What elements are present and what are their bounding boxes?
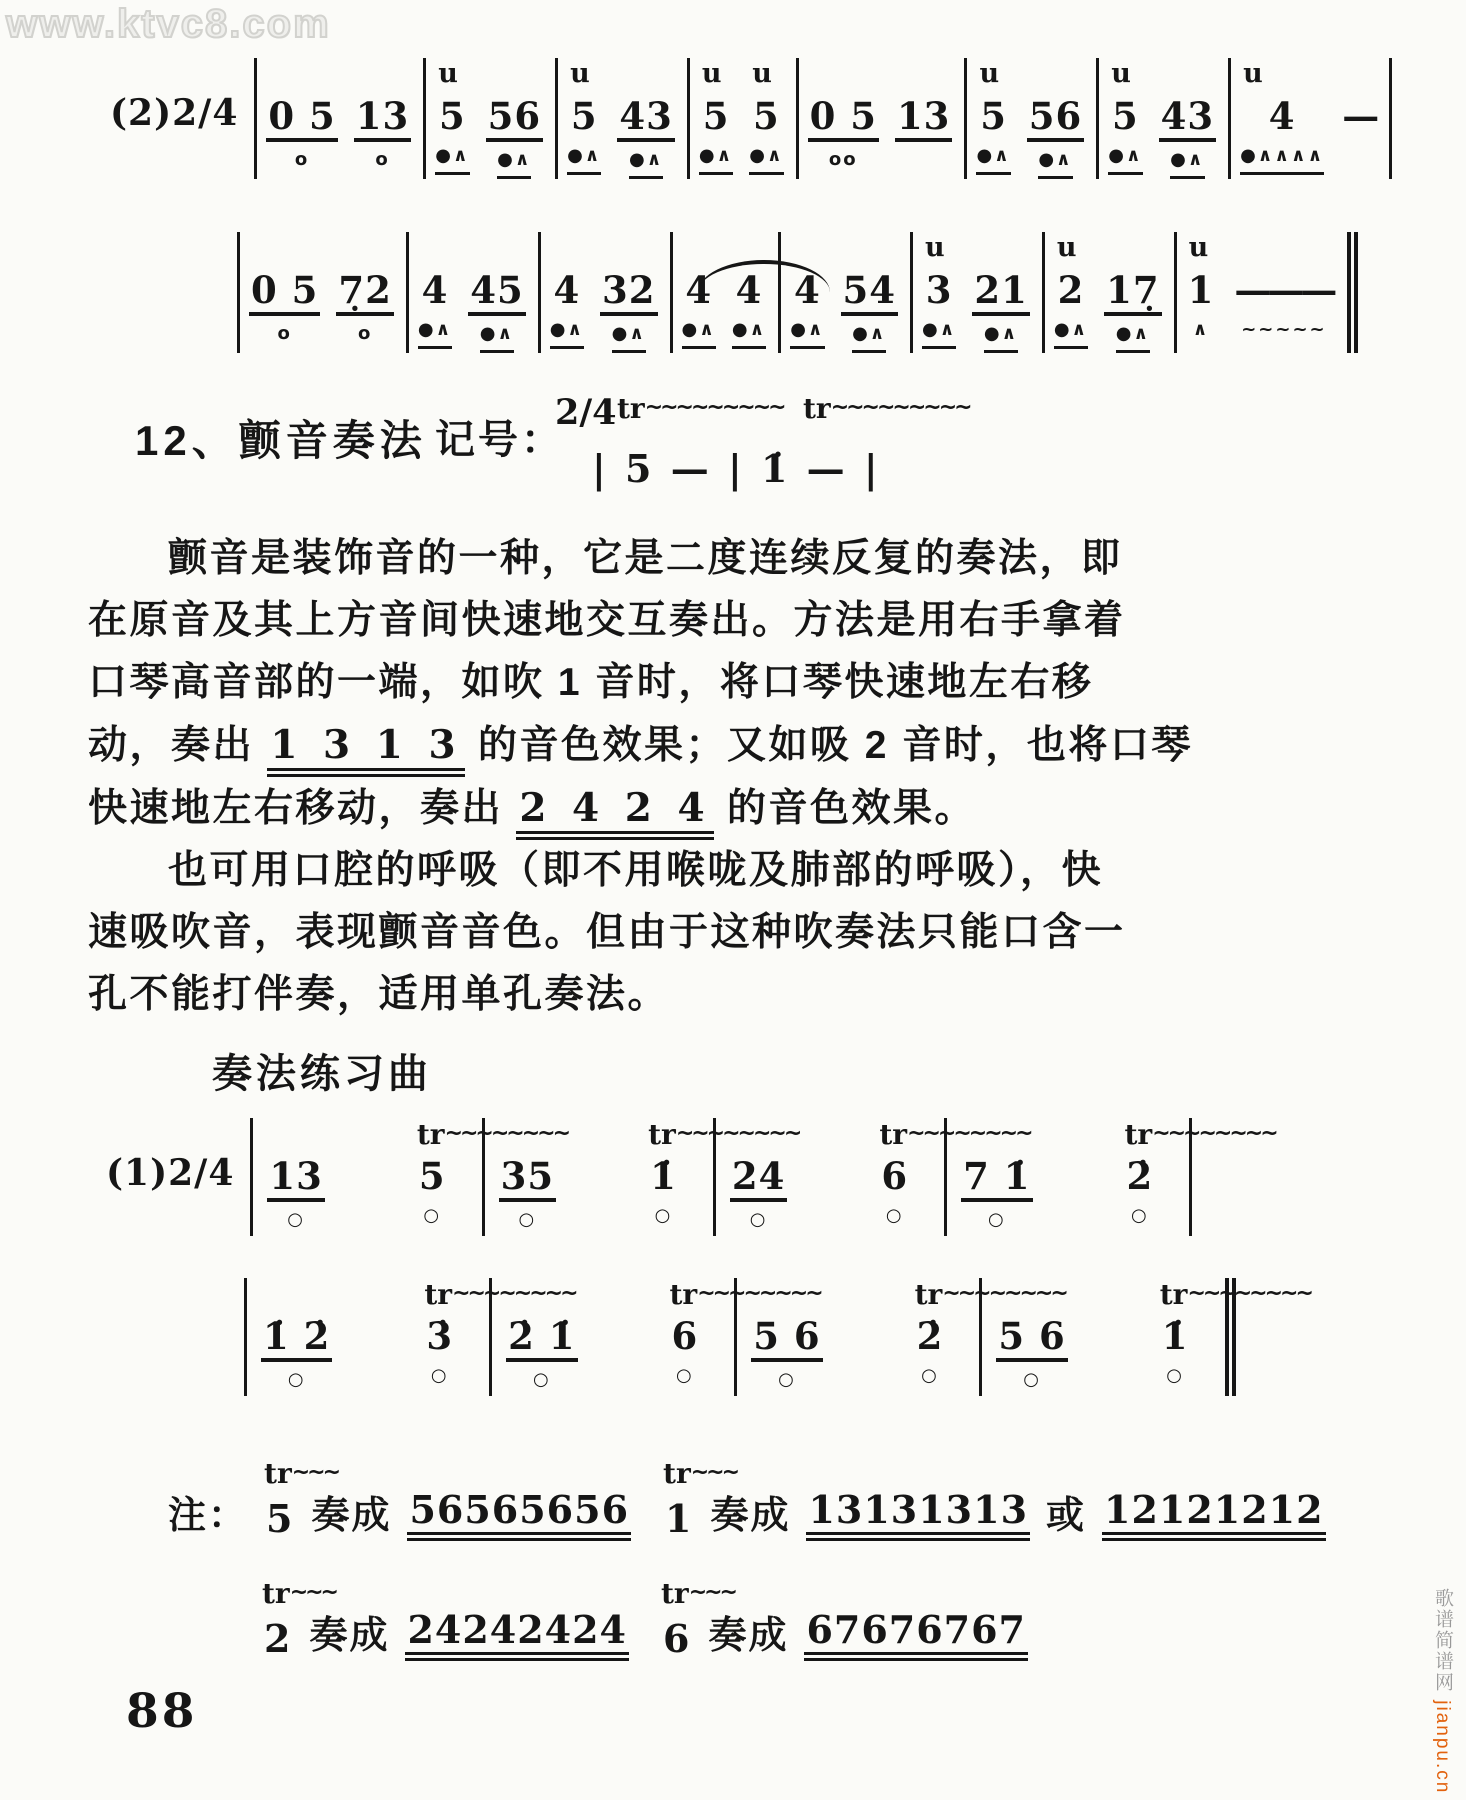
underlined-notes: 1 3 1 3 <box>267 722 464 777</box>
note-number: 4 <box>1268 94 1296 138</box>
note-number: 7̣2 <box>336 268 394 316</box>
text-run: 孔不能打伴奏，适用单孔奏法。 <box>88 973 670 1016</box>
articulation-marks: ○ <box>430 1365 449 1386</box>
note-group <box>976 58 1010 179</box>
articulation-marks: ●∧∧∧∧ <box>1240 144 1324 175</box>
wave-line: ~~~~~~~~ <box>942 1281 1066 1306</box>
measure <box>538 232 670 353</box>
note-number: 67676767 <box>804 1608 1028 1661</box>
note-group <box>264 1457 339 1541</box>
articulation-marks: ●∧ <box>852 322 886 353</box>
note-group <box>1340 58 1377 179</box>
articulation-marks: ●∧ <box>749 144 783 175</box>
note-group <box>1159 58 1217 179</box>
note-group <box>249 232 320 353</box>
note-number: 45 <box>468 268 526 316</box>
note-number: 1̇ <box>1161 1314 1189 1358</box>
note-number: 5 <box>439 94 466 138</box>
text-run: 也可用口腔的呼吸（即不用喉咙及肺部的呼吸），快 <box>168 849 1104 892</box>
measure <box>1228 58 1389 179</box>
articulation-marks: ○ <box>987 1209 1006 1230</box>
notation-system-2-line-1 <box>110 58 1392 179</box>
ornament-tr: tr <box>879 1118 908 1151</box>
note-number: 2 <box>264 1616 292 1661</box>
wave-line: ~~~~~~~~~ <box>644 395 784 420</box>
articulation-marks: ●∧ <box>984 322 1018 353</box>
wave-line: ~~~~~~~~ <box>444 1121 569 1146</box>
note-group <box>922 232 956 353</box>
page-number: 88 <box>126 1684 198 1739</box>
ornament-tr: tr <box>262 1577 290 1610</box>
text-run: 的音色效果。 <box>713 787 976 830</box>
note-annotation: u <box>925 232 945 263</box>
note-number: 4 <box>553 268 581 312</box>
note-annotation: u <box>1056 232 1077 263</box>
articulation-marks: ○ <box>921 1365 939 1386</box>
ornament-tr: tr <box>416 1118 445 1151</box>
notation-line <box>254 58 1392 179</box>
note-group <box>1102 1448 1326 1541</box>
note-annotation: u <box>1243 58 1263 89</box>
exercise-1-line-2 <box>244 1278 1311 1396</box>
measure <box>1096 58 1228 179</box>
text-run: 动，奏出 <box>88 724 268 767</box>
score-label: (2)2/4 <box>110 92 239 134</box>
note-group <box>1104 232 1162 353</box>
note-group <box>261 1278 332 1396</box>
note-number: 21 <box>972 268 1030 316</box>
note-group <box>732 232 766 353</box>
note-annotation: u <box>1111 58 1131 89</box>
note-group <box>468 232 526 353</box>
articulation-marks: ○ <box>1023 1369 1041 1390</box>
note-group <box>336 232 394 353</box>
note-group <box>806 1448 1030 1541</box>
articulation-marks: ●∧ <box>1038 148 1072 179</box>
section-title: 12、颤音奏法 <box>135 417 427 464</box>
text-run: 速吸吹音，表现颤音音色。但由于这种吹奏法只能口含一 <box>88 911 1126 954</box>
note-number: — <box>1342 94 1376 138</box>
note-number: 56 <box>486 94 544 142</box>
note-number: 6 <box>881 1154 909 1198</box>
note-group <box>972 232 1030 353</box>
notation-line <box>250 1118 1276 1236</box>
ornament-tr: tr <box>1159 1278 1188 1311</box>
note-number: 24242424 <box>405 1608 629 1661</box>
paragraph-line <box>88 590 1128 652</box>
measure <box>237 232 406 353</box>
text-run: 颤音是装饰音的一种，它是二度连续反复的奏法，即 <box>168 537 1123 580</box>
articulation-marks: ●∧ <box>922 318 956 349</box>
articulation-marks: o <box>294 149 310 170</box>
articulation-marks: o <box>375 149 390 170</box>
footnote-row <box>246 1568 1044 1661</box>
note-text: 奏成 <box>710 1495 791 1537</box>
articulation-marks: ●∧ <box>435 144 469 175</box>
note-group <box>1054 232 1088 353</box>
note-group <box>1186 232 1217 353</box>
watermark-jianpu <box>1429 1588 1456 1794</box>
note-number: 1 <box>665 1496 693 1541</box>
articulation-marks: ∧ <box>1192 319 1210 340</box>
note-group <box>407 1448 631 1541</box>
articulation-marks: oo <box>828 149 858 170</box>
articulation-marks: ○ <box>532 1369 551 1390</box>
articulation-marks: ●∧ <box>629 148 663 179</box>
notation-system-2-line-2 <box>237 232 1358 353</box>
note-group <box>751 1278 822 1396</box>
articulation-marks: ○ <box>287 1369 306 1390</box>
note-number: 0 5 <box>266 94 337 142</box>
note-annotation <box>1125 1118 1276 1154</box>
note-number: 4 <box>685 268 713 312</box>
ornament-tr <box>803 392 970 425</box>
articulation-marks: o <box>357 323 373 344</box>
note-number: 56 <box>1027 94 1085 142</box>
measure <box>944 1118 1276 1236</box>
articulation-marks: ○ <box>654 1205 673 1226</box>
note-annotation <box>262 1577 336 1613</box>
note-number: 0 5 <box>808 94 879 142</box>
meter-signature: 2/4 <box>555 392 617 433</box>
note-number: 1̇ <box>650 1154 677 1198</box>
note-number: 5 6 <box>751 1314 822 1362</box>
note-number: 4 <box>421 268 449 312</box>
articulation-marks: ●∧ <box>682 318 716 349</box>
note-annotation <box>264 1457 338 1493</box>
measure <box>964 58 1096 179</box>
ornament-tr: tr <box>661 1577 689 1610</box>
note-number: 5 <box>418 1154 446 1198</box>
notation-line <box>237 232 1358 353</box>
articulation-marks: ●∧ <box>976 144 1010 175</box>
articulation-marks: ●∧ <box>1054 318 1088 349</box>
measure <box>687 58 796 179</box>
note-group <box>405 1568 629 1661</box>
wave-line: ~~~~~~~~~ <box>830 395 970 420</box>
articulation-marks: ○ <box>518 1209 537 1230</box>
note-group <box>730 1118 788 1236</box>
note-group <box>1124 1118 1276 1236</box>
paragraph-line <box>88 652 1128 714</box>
note-number: 35 <box>499 1154 557 1202</box>
note-number: 0 5 <box>249 268 320 316</box>
wave-line: ~~~~~~~~ <box>1187 1281 1311 1306</box>
wave-line: ~~~~~~~~ <box>452 1281 576 1306</box>
note-number: 5 <box>570 94 598 138</box>
note-group <box>895 58 953 179</box>
note-group <box>567 58 601 179</box>
note-group <box>550 232 584 353</box>
note-number: 43 <box>1159 94 1217 142</box>
trill-example: | 5 — | 1̇ — | <box>592 446 881 491</box>
articulation-marks: ~~~~~ <box>1241 319 1327 340</box>
note-group <box>663 1457 738 1541</box>
note-group <box>418 232 452 353</box>
footnote-row <box>168 1448 1342 1541</box>
body-text <box>88 528 1193 1026</box>
articulation-marks: ●∧ <box>1170 148 1204 179</box>
wave-line: ~~~ <box>289 1580 336 1605</box>
paragraph-line <box>88 964 1128 1026</box>
note-number: ——— <box>1234 268 1334 312</box>
note-group <box>749 58 783 179</box>
articulation-marks: ○ <box>749 1209 768 1230</box>
ornament-tr: tr <box>424 1278 453 1311</box>
measure <box>979 1278 1311 1396</box>
note-number: 43 <box>617 94 675 142</box>
note-text: 或 <box>1046 1495 1087 1537</box>
note-annotation <box>663 1457 737 1493</box>
note-group <box>354 58 412 179</box>
paragraph-line <box>88 777 1128 840</box>
measure <box>778 232 910 353</box>
note-number: 5 6 <box>996 1314 1067 1362</box>
note-number: 2 <box>1057 268 1085 312</box>
note-group <box>699 58 733 179</box>
note-number: 13131313 <box>806 1488 1030 1541</box>
note-annotation: u <box>701 58 722 89</box>
note-annotation <box>1160 1278 1311 1314</box>
note-number: 3 <box>925 268 953 312</box>
articulation-marks: ○ <box>1131 1205 1149 1226</box>
note-annotation: u <box>570 58 590 89</box>
articulation-marks: ●∧ <box>418 318 452 349</box>
note-number: 5 <box>1112 94 1139 138</box>
note-number: 1 <box>1187 268 1215 312</box>
wave-line: ~~~~~~~~ <box>907 1121 1031 1146</box>
tr-text: tr <box>617 392 645 425</box>
note-group <box>804 1568 1028 1661</box>
note-annotation: u <box>752 58 772 89</box>
note-number: 5 <box>980 94 1007 138</box>
note-group <box>1232 232 1335 353</box>
paragraph-line <box>88 714 1193 777</box>
note-text: 奏成 <box>311 1495 392 1537</box>
text-run: 的音色效果；又如吸 2 音时，也将口琴 <box>464 724 1193 767</box>
note-group <box>996 1278 1067 1396</box>
note-group <box>600 232 658 353</box>
note-annotation: u <box>1188 232 1209 263</box>
articulation-marks: ●∧ <box>567 144 601 175</box>
measure <box>670 232 779 353</box>
note-number: 24 <box>730 1154 788 1202</box>
text-run: 口琴高音部的一端，如吹 1 音时，将口琴快速地左右移 <box>88 661 1094 704</box>
measure <box>555 58 687 179</box>
note-group <box>266 58 337 179</box>
note-group <box>661 1577 735 1661</box>
articulation-marks: ○ <box>778 1369 796 1390</box>
note-group <box>499 1118 557 1236</box>
paragraph-line <box>88 902 1128 964</box>
note-number: 17̣ <box>1104 268 1162 316</box>
note-group <box>790 232 824 353</box>
articulation-marks: ●∧ <box>732 318 766 349</box>
note-annotation: u <box>438 58 458 89</box>
note-number: 54 <box>841 268 899 316</box>
wave-line: ~~~ <box>291 1460 339 1485</box>
note-group <box>1159 1278 1311 1396</box>
note-group <box>267 1118 325 1236</box>
articulation-marks: ●∧ <box>790 318 824 349</box>
measure <box>910 232 1042 353</box>
articulation-marks: ○ <box>676 1365 694 1386</box>
mark-label: 记号： <box>435 418 564 462</box>
watermark-site-url: jianpu.cn <box>1432 1699 1453 1794</box>
wave-line: ~~~ <box>690 1460 738 1485</box>
note-number: 5 <box>753 94 780 138</box>
exercise-1-line-1 <box>106 1118 1276 1236</box>
articulation-marks: ●∧ <box>550 318 584 349</box>
measure <box>423 58 555 179</box>
note-number: 32 <box>600 268 658 316</box>
note-number: 13 <box>895 94 953 142</box>
note-number: 1̇ 2̇ <box>261 1314 332 1362</box>
wave-line: ~~~ <box>688 1580 735 1605</box>
watermark-site-name: 歌谱简谱网 <box>1432 1587 1453 1693</box>
note-number: 6 <box>663 1616 691 1661</box>
note-number: 13 <box>267 1154 325 1202</box>
tr-text: tr <box>803 392 831 425</box>
note-number: 13 <box>354 94 412 142</box>
note-text: 注： <box>168 1495 249 1537</box>
note-number: 3̇ <box>426 1314 454 1358</box>
ornament-tr: tr <box>914 1278 943 1311</box>
note-group <box>506 1278 577 1396</box>
text-run: 在原音及其上方音间快速地交互奏出。方法是用右手拿着 <box>88 599 1126 642</box>
paragraph-line <box>88 840 1128 902</box>
articulation-marks: ●∧ <box>612 322 646 353</box>
note-number: 4 <box>735 268 763 312</box>
articulation-marks: ●∧ <box>480 322 514 353</box>
note-number: 2̇ 1̇ <box>506 1314 577 1362</box>
note-group <box>841 232 899 353</box>
note-number: 2̇ <box>1126 1154 1154 1198</box>
note-group <box>617 58 675 179</box>
note-group <box>1108 58 1142 179</box>
measure <box>1042 232 1174 353</box>
note-number: 4 <box>793 268 821 312</box>
note-number: 2̇ <box>916 1314 944 1358</box>
wave-line: ~~~~~~~~ <box>675 1121 800 1146</box>
articulation-marks: ○ <box>287 1209 305 1230</box>
score-label: (1)2/4 <box>106 1152 235 1194</box>
ornament-tr: tr <box>264 1457 292 1490</box>
note-number: 5 <box>266 1496 294 1541</box>
note-number: 6 <box>671 1314 699 1358</box>
watermark-ktvc8: www.ktvc8.com <box>6 2 331 46</box>
note-group <box>435 58 469 179</box>
note-annotation: u <box>979 58 1000 89</box>
articulation-marks: ●∧ <box>497 148 531 179</box>
measure <box>1174 232 1348 353</box>
articulation-marks: ●∧ <box>699 144 733 175</box>
ornament-tr: tr <box>1124 1118 1153 1151</box>
note-text: 奏成 <box>309 1615 390 1657</box>
articulation-marks: o <box>277 323 292 344</box>
note-group <box>262 1577 336 1661</box>
note-group <box>808 58 879 179</box>
ornament-tr <box>617 392 784 425</box>
paragraph-line <box>88 528 1128 590</box>
articulation-marks: ●∧ <box>1116 322 1150 353</box>
note-number: 5 <box>702 94 730 138</box>
measure <box>734 1278 1066 1396</box>
notation-line <box>244 1278 1311 1396</box>
articulation-marks: ○ <box>423 1205 442 1226</box>
practice-heading: 奏法练习曲 <box>212 1052 432 1096</box>
note-number: 7 1̇ <box>961 1154 1032 1202</box>
note-number: 12121212 <box>1102 1488 1326 1541</box>
note-group <box>1027 58 1085 179</box>
articulation-marks: ●∧ <box>1108 144 1142 175</box>
note-group <box>486 58 544 179</box>
note-text: 奏成 <box>708 1615 789 1657</box>
ornament-tr: tr <box>648 1118 676 1151</box>
note-number: 56565656 <box>407 1488 631 1541</box>
ornament-tr: tr <box>669 1278 698 1311</box>
note-group <box>1240 58 1324 179</box>
measure <box>796 58 965 179</box>
articulation-marks: ○ <box>885 1205 904 1226</box>
wave-line: ~~~~~~~~ <box>697 1281 821 1306</box>
wave-line: ~~~~~~~~ <box>1152 1121 1276 1146</box>
ornament-tr: tr <box>663 1457 691 1490</box>
note-annotation <box>661 1577 735 1613</box>
underlined-notes: 2 4 2 4 <box>516 785 713 840</box>
note-group <box>961 1118 1032 1236</box>
measure <box>254 58 423 179</box>
measure <box>406 232 538 353</box>
articulation-marks: ○ <box>1166 1365 1184 1386</box>
text-run: 快速地左右移动，奏出 <box>88 787 517 830</box>
